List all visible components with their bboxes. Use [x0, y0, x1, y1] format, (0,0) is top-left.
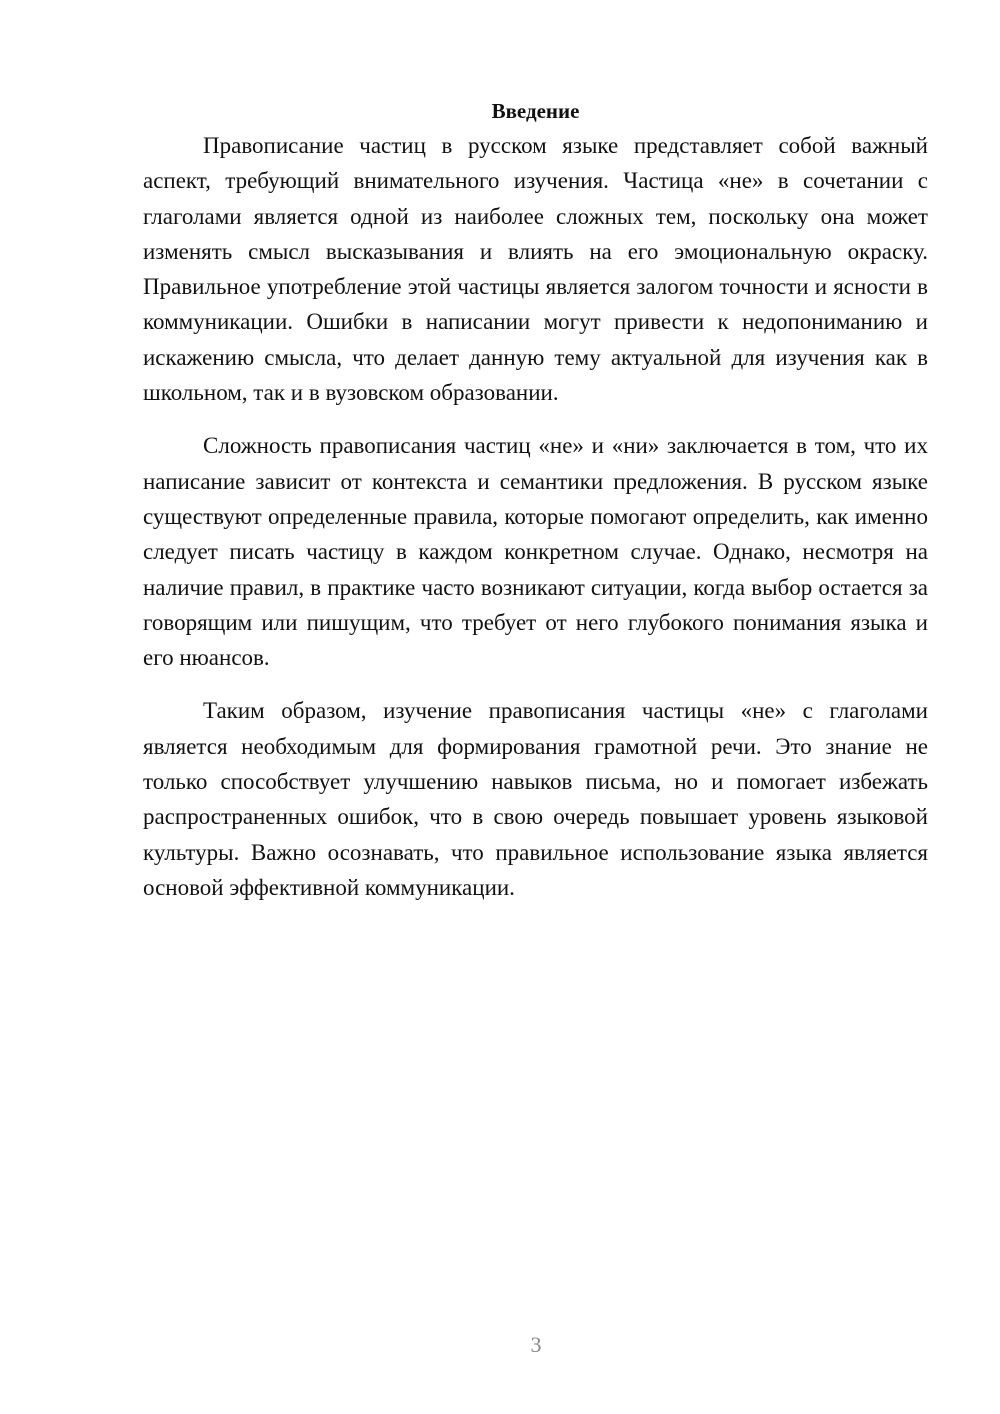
page-number: 3 [530, 1332, 542, 1357]
page-content [143, 94, 928, 923]
paragraph-1: Правописание частиц в русском языке представляет собой важный аспект, требующий внимательного изучения. Частица «не» в сочетании с глаголами является одной из наиболее сложных тем, поскольку она может изменять смысл высказывания и влиять на его эмоциональную окраску. Правильное употребление этой частицы является залогом точности и ясности в коммуникации. Ошибки в написании могут привести к недопониманию и искажению смысла, что делает данную тему актуальной для изучения как в школьном, так и в вузовском образовании. [143, 133, 928, 406]
paragraph-3: Таким образом, изучение правописания частицы «не» с глаголами является необходимым для формирования грамотной речи. Это знание не только способствует улучшению навыков письма, но и помогает избежать распространенных ошибок, что в свою очередь повышает уровень языковой культуры. Важно осознавать, что правильное использование языка является основой эффективной коммуникации. [143, 698, 928, 900]
paragraph-2: Сложность правописания частиц «не» и «ни» заключается в том, что их написание зависит от контекста и семантики предложения. В русском языке существуют определенные правила, которые помогают определить, как именно следует писать частицу в каждом конкретном случае. Однако, несмотря на наличие правил, в практике часто возникают ситуации, когда выбор остается за говорящим или пишущим, что требует от него глубокого понимания языка и его нюансов. [143, 433, 928, 671]
section-title: Введение [491, 99, 580, 123]
